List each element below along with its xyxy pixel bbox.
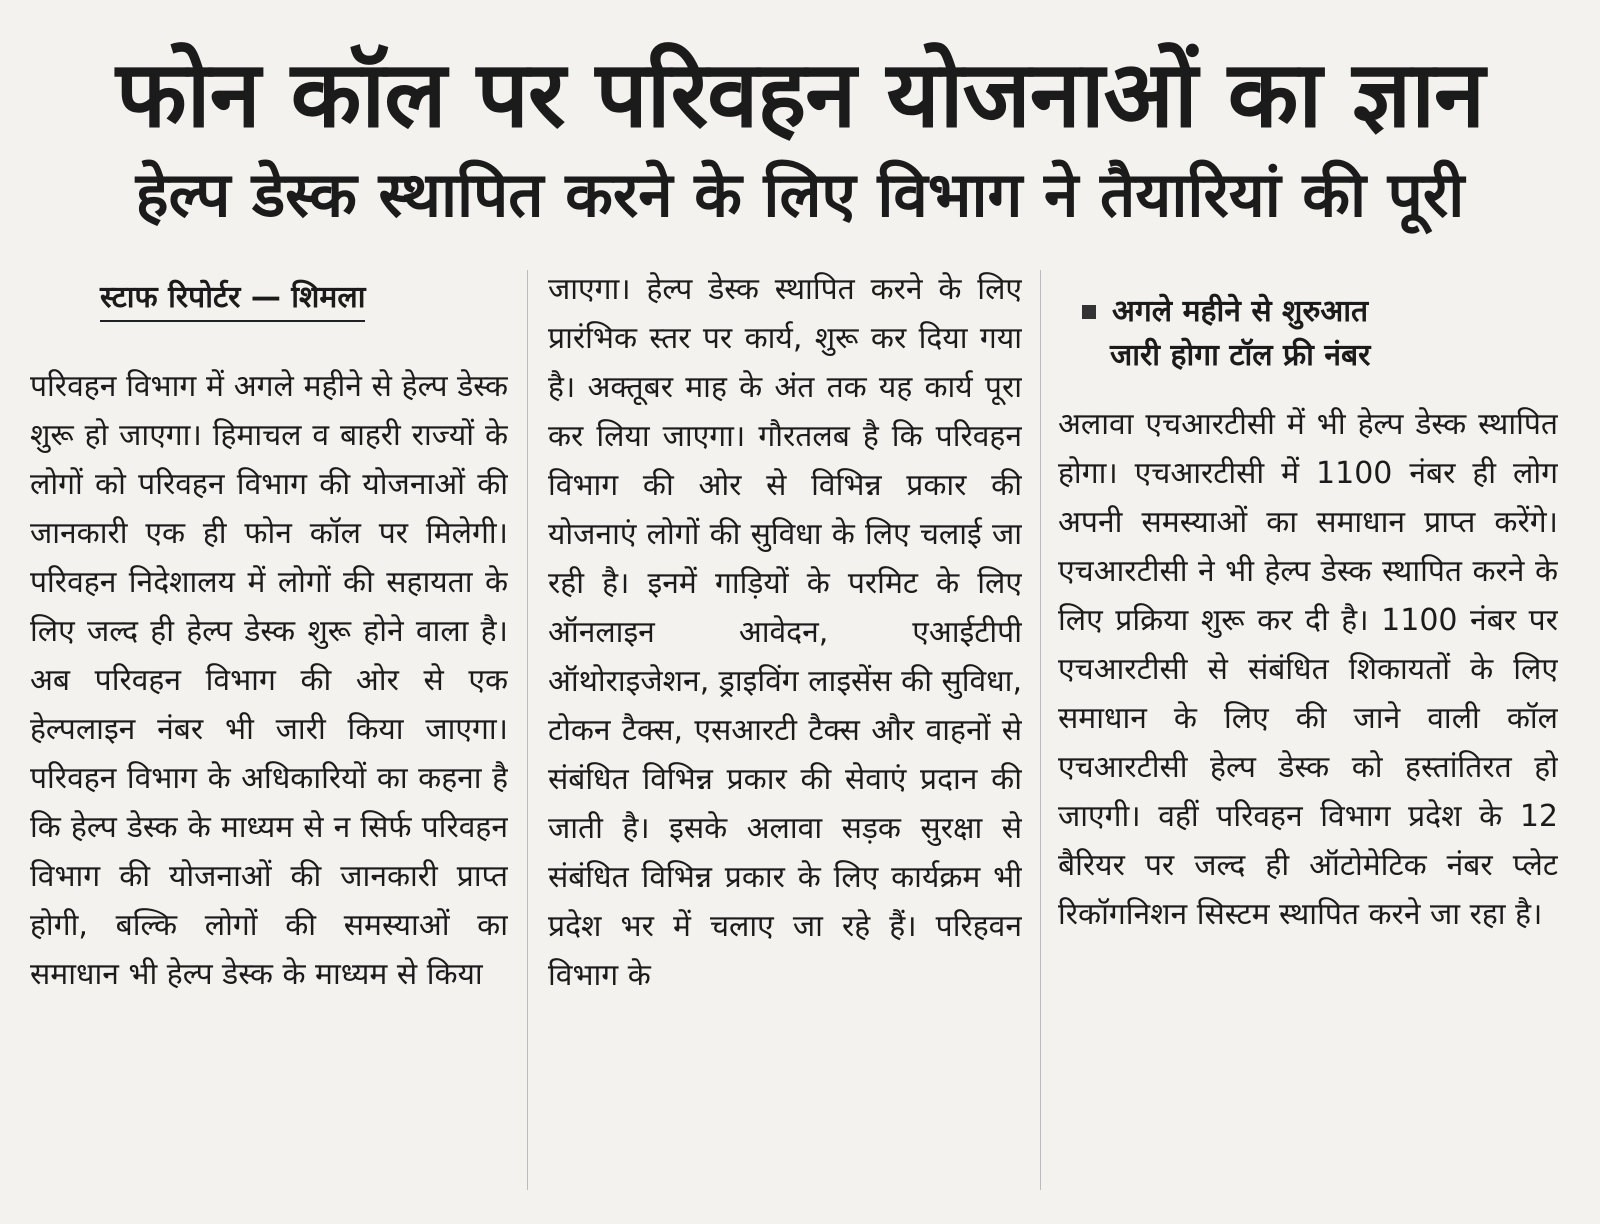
- sidebar-highlight: [1082, 290, 1522, 378]
- byline: स्टाफ रिपोर्टर — शिमला: [100, 278, 365, 322]
- column-divider-2: [1040, 270, 1041, 1190]
- headline: फोन कॉल पर परिवहन योजनाओं का ज्ञान: [115, 41, 1485, 148]
- square-bullet-icon: [1082, 305, 1096, 319]
- subheadline: हेल्प डेस्क स्थापित करने के लिए विभाग ने तैयारियां की पूरी: [135, 158, 1465, 231]
- column-divider-1: [527, 270, 528, 1190]
- article-column-2: जाएगा। हेल्प डेस्क स्थापित करने के लिए प्रारंभिक स्तर पर कार्य, शुरू कर दिया गया है। अक्तूबर माह के अंत तक यह कार्य पूरा कर लिया जाएगा। गौरतलब है कि परिवहन विभाग की ओर से विभिन्न प्रकार की योजनाएं लोगों की सुविधा के लिए चलाई जा रही है। इनमें गाड़ियों के परमिट के लिए ऑनलाइन आवेदन, एआईटीपी ऑथोराइजेशन, ड्राइविंग लाइसेंस की सुविधा, टोकन टैक्स, एसआरटी टैक्स और वाहनों से संबंधित विभिन्न प्रकार की सेवाएं प्रदान की जाती है। इसके अलावा सड़क सुरक्षा से संबंधित विभिन्न प्रकार के लिए कार्यक्रम भी प्रदेश भर में चलाए जा रहे हैं। परिहवन विभाग के: [548, 272, 1022, 993]
- article-column-3: अलावा एचआरटीसी में भी हेल्प डेस्क स्थापित होगा। एचआरटीसी में 1100 नंबर ही लोग अपनी समस्याओं का समाधान प्राप्त करेंगे। एचआरटीसी ने भी हेल्प डेस्क स्थापित करने के लिए प्रक्रिया शुरू कर दी है। 1100 नंबर पर एचआरटीसी से संबंधित शिकायतों के लिए समाधान के लिए की जाने वाली कॉल एचआरटीसी हेल्प डेस्क को हस्तांतिरत हो जाएगी। वहीं परिवहन विभाग प्रदेश के 12 बैरियर पर जल्द ही ऑटोमेटिक नंबर प्लेट रिकॉगनिशन सिस्टम स्थापित करने जा रहा है।: [1058, 407, 1558, 932]
- sidebar-line-2: जारी होगा टॉल फ्री नंबर: [1110, 338, 1371, 373]
- sidebar-line-1: [1082, 290, 1522, 334]
- article-column-1: परिवहन विभाग में अगले महीने से हेल्प डेस्क शुरू हो जाएगा। हिमाचल व बाहरी राज्यों के लोगों को परिवहन विभाग की योजनाओं की जानकारी एक ही फोन कॉल पर मिलेगी। परिवहन निदेशालय में लोगों की सहायता के लिए जल्द ही हेल्प डेस्क शुरू होने वाला है। अब परिवहन विभाग की ओर से एक हेल्पलाइन नंबर भी जारी किया जाएगा। परिवहन विभाग के अधिकारियों का कहना है कि हेल्प डेस्क के माध्यम से न सिर्फ परिवहन विभाग की योजनाओं की जानकारी प्राप्त होगी, बल्कि लोगों की समस्याओं का समाधान भी हेल्प डेस्क के माध्यम से किया: [30, 369, 508, 992]
- sidebar-text-1: अगले महीने से शुरुआत: [1112, 294, 1369, 329]
